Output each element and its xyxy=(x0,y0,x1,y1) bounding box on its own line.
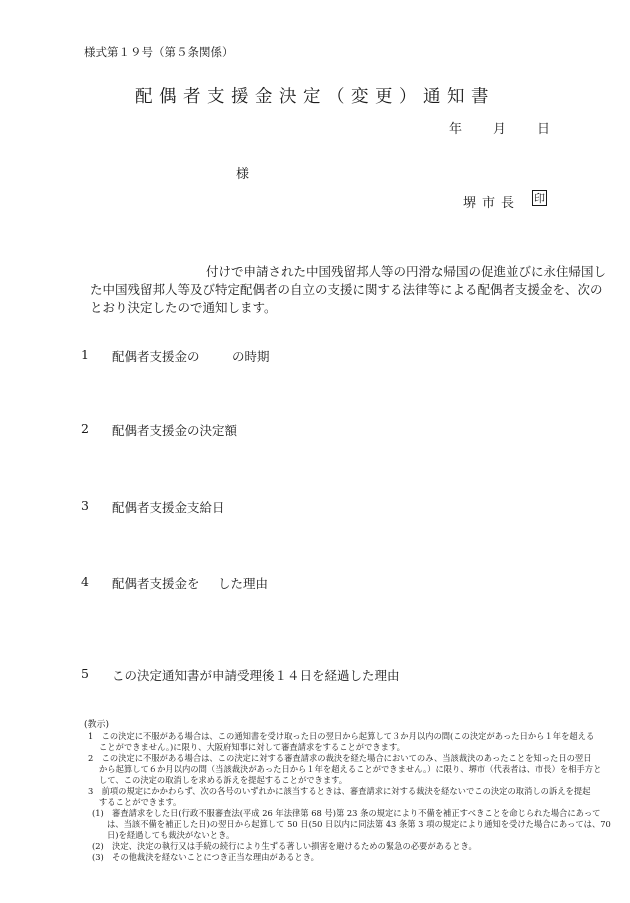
instruction-line: することができます。 xyxy=(99,797,182,807)
body-line: とおり決定したので通知します。 xyxy=(90,300,277,315)
instruction-line: は、当該不備を補正した日)の翌日から起算して 50 日(50 日以内に同法第 43 条第 3 項の規定により通知を受けた場合にあっては、70 xyxy=(107,819,611,829)
item-label: 配偶者支援金支給日 xyxy=(112,500,225,515)
instruction-line: (2) 決定、決定の執行又は手続の続行により生ずる著しい損害を避けるための緊急の必要があるとき。 xyxy=(92,841,477,851)
instruction-line: 1 この決定に不服がある場合は、この通知書を受け取った日の翌日から起算して３か月以内の間(この決定があった日から１年を超える xyxy=(88,731,595,741)
body-line: た中国残留邦人等及び特定配偶者の自立の支援に関する法律等による配偶者支援金を、次の xyxy=(90,282,603,297)
instruction-line: (3) その他裁決を経ないことにつき正当な理由があるとき。 xyxy=(92,852,319,862)
item-number: 1 xyxy=(81,347,89,362)
issuer-name: 堺市長 xyxy=(463,196,521,211)
item-number: 3 xyxy=(81,498,89,513)
date-month-label: 月 xyxy=(493,122,507,137)
form-number: 様式第１９号（第５条関係） xyxy=(84,45,234,59)
item-label: 配偶者支援金の決定額 xyxy=(112,423,238,438)
seal-mark: 印 xyxy=(534,192,545,205)
item-number: 4 xyxy=(81,574,89,589)
instruction-line: して、この決定の取消しを求める訴えを提起することができます。 xyxy=(99,775,348,785)
instruction-line: 3 前項の規定にかかわらず、次の各号のいずれかに該当するときは、審査請求に対する裁決を経ないでこの決定の取消しの訴えを提起 xyxy=(88,786,591,796)
recipient-honorific: 様 xyxy=(236,167,250,182)
date-day-label: 日 xyxy=(537,122,551,137)
instruction-line: ことができません。)に限り、大阪府知事に対して審査請求をすることができます。 xyxy=(99,742,405,752)
date-year-label: 年 xyxy=(449,122,463,137)
item-label: この決定通知書が申請受理後１４日を経過した理由 xyxy=(112,668,400,683)
item-label: 配偶者支援金を xyxy=(112,576,200,591)
item-label-suffix: した理由 xyxy=(218,576,269,591)
item-number: 5 xyxy=(81,666,89,681)
item-label-suffix: の時期 xyxy=(232,349,270,364)
instruction-line: から起算して６か月以内の間（当該裁決があった日から１年を超えることができません。）に限り、堺市（代表者は、市長）を相手方と xyxy=(99,764,602,774)
item-number: 2 xyxy=(81,421,89,436)
instruction-line: (1) 審査請求をした日(行政不服審査法(平成 26 年法律第 68 号)第 23 条の規定により不備を補正すべきことを命じられた場合にあって xyxy=(92,808,601,818)
body-line: 付けで申請された中国残留邦人等の円滑な帰国の促進並びに永住帰国し xyxy=(206,264,607,279)
instruction-line: 日)を経過しても裁決がないとき。 xyxy=(107,830,235,840)
item-label: 配偶者支援金の xyxy=(112,349,200,364)
document-title: 配偶者支援金決定（変更）通知書 xyxy=(135,87,495,107)
instructions-title: (教示) xyxy=(84,720,110,730)
instruction-line: 2 この決定に不服がある場合は、この決定に対する審査請求の裁決を経た場合においてのみ、当該裁決のあったことを知った日の翌日 xyxy=(88,753,592,763)
